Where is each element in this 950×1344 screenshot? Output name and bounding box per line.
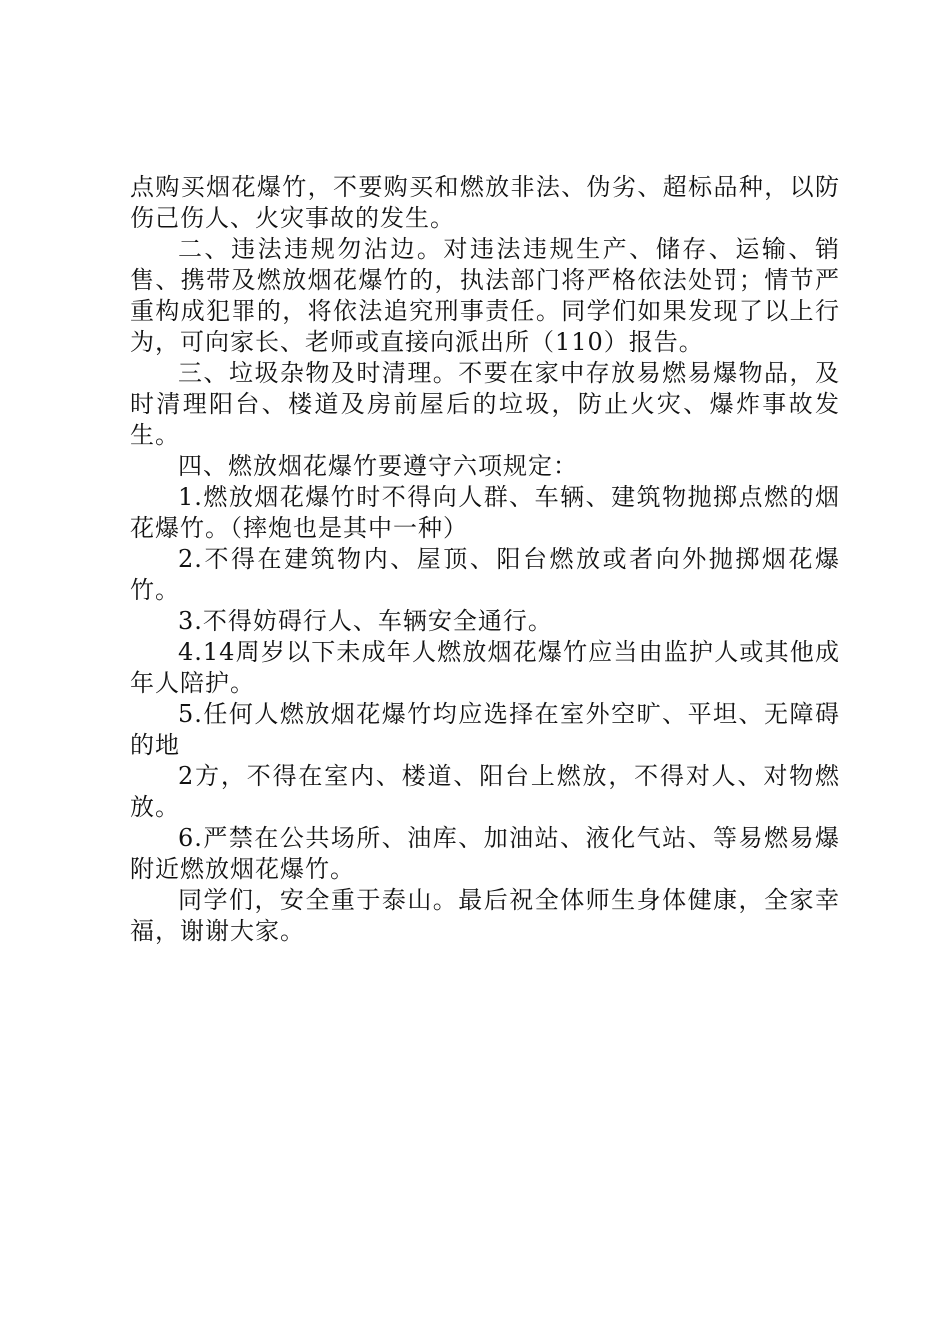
paragraph-rule-1: 1.燃放烟花爆竹时不得向人群、车辆、建筑物抛掷点燃的烟花爆竹。（摔炮也是其中一种） [130,483,840,542]
paragraph-rule-4: 4.14周岁以下未成年人燃放烟花爆竹应当由监护人或其他成年人陪护。 [130,638,840,697]
paragraph-section-two: 二、违法违规勿沾边。对违法违规生产、储存、运输、销售、携带及燃放烟花爆竹的，执法部门将严格依法处罚；情节严重构成犯罪的，将依法追究刑事责任。同学们如果发现了以上行为，可向家长、老师或直接向派出所（110）报告。 [130,235,840,356]
paragraph-section-four-heading: 四、燃放烟花爆竹要遵守六项规定： [178,452,578,480]
paragraph-rule-5: 5.任何人燃放烟花爆竹均应选择在室外空旷、平坦、无障碍的地 [130,700,840,759]
paragraph-rule-6: 6.严禁在公共场所、油库、加油站、液化气站、等易燃易爆附近燃放烟花爆竹。 [130,824,840,883]
paragraph-rule-2: 2.不得在建筑物内、屋顶、阳台燃放或者向外抛掷烟花爆竹。 [130,545,840,604]
paragraph-rule-5-continued: 2方，不得在室内、楼道、阳台上燃放，不得对人、对物燃放。 [130,762,840,821]
document-body [130,172,840,947]
paragraph-section-three: 三、垃圾杂物及时清理。不要在家中存放易燃易爆物品，及时清理阳台、楼道及房前屋后的垃圾，防止火灾、爆炸事故发生。 [130,359,840,449]
paragraph-continuation: 点购买烟花爆竹，不要购买和燃放非法、伪劣、超标品种，以防伤己伤人、火灾事故的发生。 [130,173,840,232]
paragraph-closing: 同学们，安全重于泰山。最后祝全体师生身体健康，全家幸福，谢谢大家。 [130,886,840,945]
paragraph-rule-3: 3.不得妨碍行人、车辆安全通行。 [178,607,553,635]
